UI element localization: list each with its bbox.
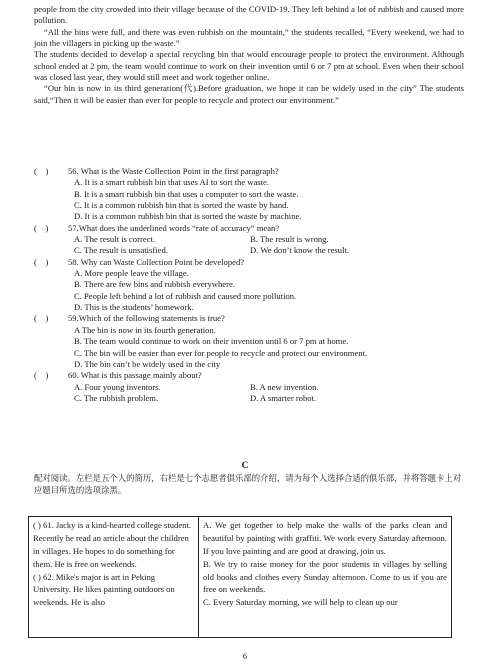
club-item: A. We get together to help make the walls of the parks clean and beautiful by painting with graffiti. We work every Saturday afternoon. If you love painting and are good at drawing, join us.: [203, 520, 447, 556]
option: B. It is a smart rubbish bin that uses a computer to sort the waste.: [74, 188, 299, 199]
option: C. It is a common rubbish bin that is sorted the waste by hand.: [74, 200, 289, 211]
option: B. The team would continue to work on their invention until 6 or 7 pm at home.: [74, 336, 349, 347]
option: C. The result is unsatisfied.: [74, 245, 168, 256]
question-57: [34, 223, 464, 257]
question-stem: 59.Which of the following statements is true?: [68, 313, 225, 324]
question-stem: 56. What is the Waste Collection Point in the first paragraph?: [68, 166, 279, 176]
option: A. It is a smart rubbish bin that uses AI to sort the waste.: [74, 177, 270, 188]
option: D. It is a common rubbish bin that is sorted the waste by machine.: [74, 211, 302, 222]
reading-passage: [34, 4, 464, 106]
option: B. The result is wrong.: [250, 234, 329, 245]
resume-item: ( ) 62. Mike's major is art in Peking University. He likes painting outdoors on weekends. He is also: [33, 571, 175, 608]
option: D. This is the students’ homework.: [74, 302, 194, 313]
passage-paragraph: “Our bin is now in its third generation(代).Before graduation, we hope it can be widely used in the city” The students said,“Then it will be easier than ever for people to recycle and protect our environment.”: [34, 83, 464, 105]
option: A. Four young inventors.: [74, 381, 161, 392]
resume-column: [29, 517, 199, 637]
club-column: [199, 517, 451, 637]
option: A The bin is now in its fourth generation.: [74, 324, 216, 335]
option: D. We don’t know the result.: [250, 245, 349, 256]
question-list: [34, 166, 464, 404]
option: B. There are few bins and rubbish everywhere.: [74, 279, 235, 290]
option: C. The rubbish problem.: [74, 392, 159, 403]
option: D. A smarter robot.: [250, 392, 317, 403]
question-60: [34, 370, 464, 404]
answer-blank: ( ): [34, 166, 49, 176]
section-instruction: 配对阅读。左栏是五个人的简历，右栏是七个志愿者俱乐部的介绍，请为每个人选择合适的俱乐部，并将答题卡上对应题目所选的选项涂黑。: [34, 473, 462, 496]
option: C. People left behind a lot of rubbish and caused more pollution.: [74, 290, 297, 301]
passage-paragraph: The students decided to develop a special recycling bin that would encourage people to protect the environment. Although school ended at 2 pm, the team would continue to work on their invention until 6 or 7 pm at school. Even when their school was closed last year, they would still meet and work together online.: [34, 49, 464, 83]
answer-blank: ( ): [34, 313, 49, 324]
section-heading: C: [241, 461, 249, 471]
question-stem: 60. What is this passage mainly about?: [68, 370, 202, 381]
resume-item: ( ) 61. Jacky is a kind-hearted college student. Recently he read an article about the children in villages. He hopes to do something for them. He is free on weekends.: [33, 520, 191, 569]
club-item: C. Every Saturday morning, we will help to clean up our: [203, 597, 398, 608]
matching-table: [28, 516, 452, 638]
passage-paragraph: people from the city crowded into their village because of the COVID-19. They left behind a lot of rubbish and caused more pollution.: [34, 4, 464, 26]
question-56: [34, 166, 464, 223]
page-number: 6: [242, 651, 248, 661]
question-58: [34, 257, 464, 314]
question-stem: 57.What does the underlined words “rate of accuracy” mean?: [68, 222, 280, 233]
option: A. More people leave the village.: [74, 268, 189, 279]
option: C. The bin will be easier than ever for people to recycle and protect our environment.: [74, 347, 368, 358]
club-item: B. We try to raise money for the poor students in villages by selling old books and clothes every Sunday afternoon. Come to us if you are free on weekends.: [203, 558, 447, 595]
question-59: [34, 313, 464, 370]
option: B. A new invention.: [250, 381, 319, 392]
option: A. The result is correct.: [74, 234, 155, 245]
answer-blank: ( ): [34, 256, 49, 267]
question-stem: 58. Why can Waste Collection Point be developed?: [68, 256, 245, 267]
option: D. The bin can’t be widely used in the city: [74, 358, 221, 369]
passage-paragraph: “All the bins were full, and there was even rubbish on the mountain,” the students recalled, “Every weekend, we had to join the villagers in picking up the waste.”: [34, 26, 464, 49]
answer-blank: ( ): [34, 370, 49, 381]
answer-blank: ( ): [34, 222, 49, 233]
